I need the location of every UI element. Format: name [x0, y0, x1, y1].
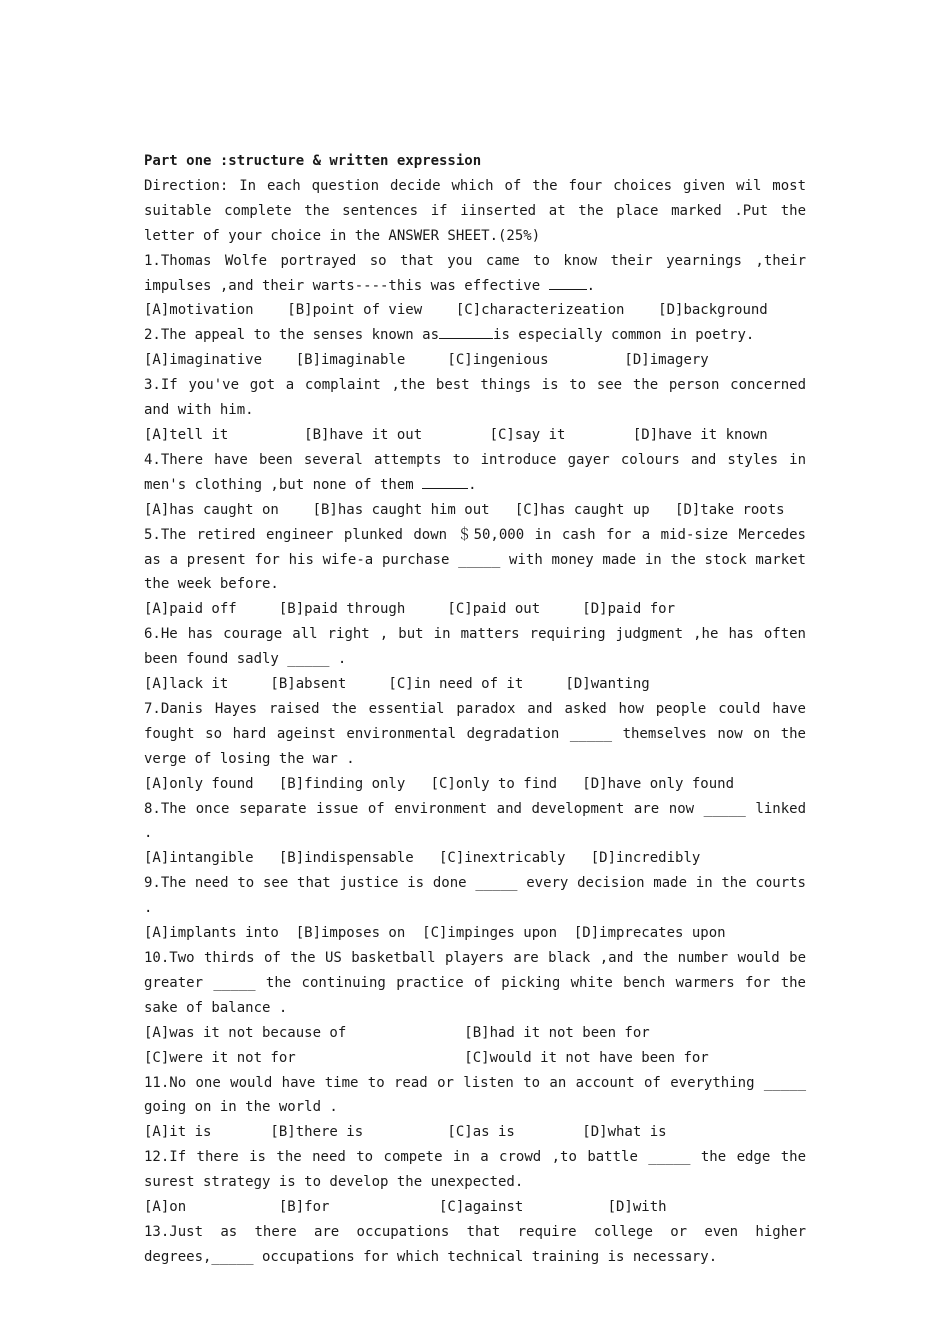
question-8	[144, 797, 806, 872]
question-9	[144, 871, 806, 946]
answer-blank	[439, 324, 493, 339]
question-stem: 7.Danis Hayes raised the essential paradox and asked how people could have fought so hard ageinst environmental degradation _____ themselves now on the verge of losing the war .	[144, 700, 806, 767]
question-stem: 4.There have been several attempts to introduce gayer colours and styles in men's clothing ,but none of them .	[144, 451, 806, 493]
question-11	[144, 1071, 806, 1146]
question-options: [A]imaginative [B]imaginable [C]ingenious [D]imagery	[144, 352, 709, 369]
question-options: [A]it is [B]there is [C]as is [D]what is	[144, 1124, 667, 1141]
question-1	[144, 249, 806, 324]
question-options: [A]motivation [B]point of view [C]characterizeation [D]background	[144, 302, 768, 319]
question-options: [A]paid off [B]paid through [C]paid out [D]paid for	[144, 601, 676, 618]
question-stem: 2.The appeal to the senses known as is especially common in poetry.	[144, 323, 806, 348]
question-options: [A]intangible [B]indispensable [C]inextricably [D]incredibly	[144, 850, 701, 867]
exam-page	[144, 149, 806, 1270]
directions: Direction: In each question decide which of the four choices given wil most suitable complete the sentences if iinserted at the place marked .Put the letter of your choice in the ANSWER SHEET.(25%)	[144, 177, 806, 244]
question-stem: 12.If there is the need to compete in a crowd ,to battle _____ the edge the surest strategy is to develop the unexpected.	[144, 1149, 806, 1191]
question-options: [C]were it not for [C]would it not have been for	[144, 1049, 709, 1066]
question-13	[144, 1220, 806, 1270]
question-4	[144, 448, 806, 523]
question-12	[144, 1145, 806, 1220]
question-5	[144, 523, 806, 623]
question-stem: 13.Just as there are occupations that require college or even higher degrees,_____ occupations for which technical training is necessary.	[144, 1223, 806, 1265]
question-options: [A]tell it [B]have it out [C]say it [D]have it known	[144, 426, 768, 443]
question-10	[144, 946, 806, 1071]
question-2	[144, 323, 806, 373]
question-options: [A]lack it [B]absent [C]in need of it [D]wanting	[144, 676, 650, 693]
question-stem: 3.If you've got a complaint ,the best things is to see the person concerned and with him.	[144, 377, 806, 419]
question-stem: 10.Two thirds of the US basketball players are black ,and the number would be greater _____ the continuing practice of picking white bench warmers for the sake of balance .	[144, 950, 806, 1016]
question-6	[144, 622, 806, 697]
question-options: [A]implants into [B]imposes on [C]impinges upon [D]imprecates upon	[144, 925, 726, 942]
answer-blank	[422, 474, 468, 489]
section-title: Part one :structure & written expression	[144, 153, 482, 169]
question-3	[144, 373, 806, 448]
question-options: [A]only found [B]finding only [C]only to find [D]have only found	[144, 775, 735, 792]
question-stem: 6.He has courage all right , but in matters requiring judgment ,he has often been found sadly _____ .	[144, 626, 806, 668]
question-options: [A]has caught on [B]has caught him out [C]has caught up [D]take roots	[144, 501, 785, 518]
question-stem: 5.The retired engineer plunked down ＄50,000 in cash for a mid-size Mercedes as a present for his wife-a purchase _____ with money made in the stock market the week before.	[144, 526, 806, 593]
question-7	[144, 697, 806, 797]
question-stem: 8.The once separate issue of environment and development are now _____ linked .	[144, 800, 806, 842]
question-stem: 1.Thomas Wolfe portrayed so that you came to know their yearnings ,their impulses ,and their warts----this was effective .	[144, 252, 806, 294]
question-options: [A]on [B]for [C]against [D]with	[144, 1199, 667, 1216]
answer-blank	[549, 275, 587, 290]
question-stem: 11.No one would have time to read or listen to an account of everything _____ going on in the world .	[144, 1074, 806, 1116]
question-stem: 9.The need to see that justice is done _____ every decision made in the courts .	[144, 875, 806, 917]
question-options: [A]was it not because of [B]had it not been for	[144, 1024, 650, 1041]
